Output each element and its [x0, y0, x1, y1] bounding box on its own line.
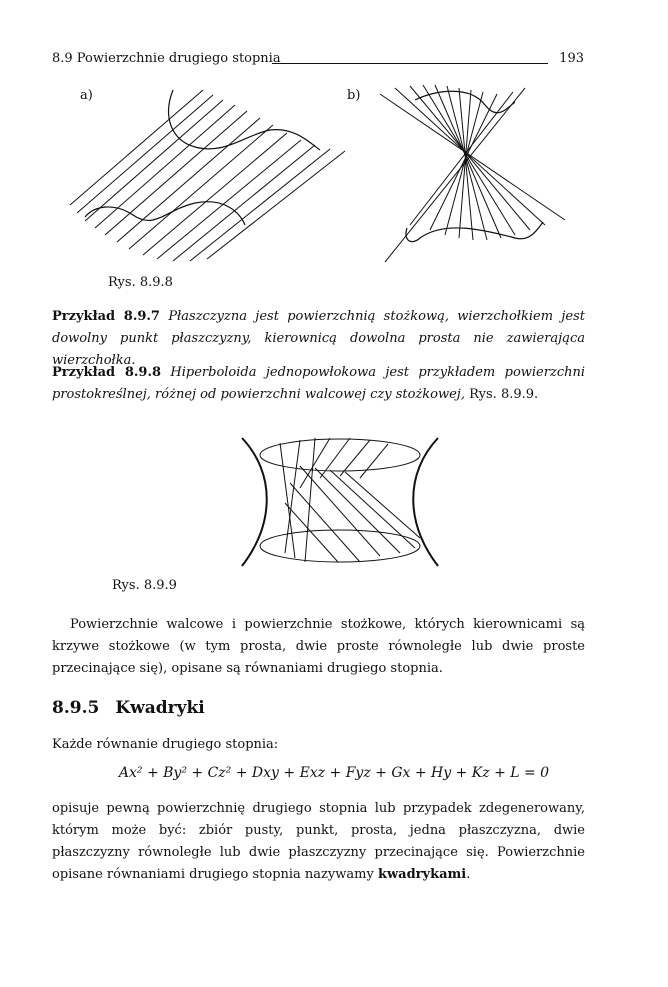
figure-label-b: b) [347, 88, 361, 103]
running-header [52, 51, 584, 69]
quadric-equation: Ax² + By² + Cz² + Dxy + Exz + Fyz + Gx + Hy + Kz + L = 0 [118, 765, 550, 781]
figure-conical-surface [375, 80, 575, 265]
paragraph-quadrics-text: opisuje pewną powierzchnię drugiego stopnia lub przypadek zdegenerowany, którym może być: zbiór pusty, punkt, prosta, jedna płaszczyzna, dwie płaszczyzny równoległe lub dwie płaszczyzny przecinające się. Powierzchnie opisane równaniami drugiego stopnia nazywamy [52, 801, 585, 882]
paragraph-intro: Każde równanie drugiego stopnia: [52, 737, 279, 752]
header-rule [272, 63, 548, 64]
figure-cylindrical-surface [55, 85, 360, 265]
example-898-heading: Przykład 8.9.8 [52, 365, 162, 380]
example-897-heading: Przykład 8.9.7 [52, 309, 160, 324]
section-heading [52, 698, 205, 718]
example-897-text: Płaszczyzna jest powierzchnią stożkową, wierzchołkiem jest dowolny punkt płaszczyzny, kierownicą dowolna prosta nie zawierająca wierzchołka. [52, 309, 585, 368]
term-kwadryki: kwadrykami [377, 867, 467, 882]
header-section-title: 8.9 Powierzchnie drugiego stopnia [52, 51, 281, 66]
example-898 [52, 362, 585, 406]
paragraph-surfaces: Powierzchnie walcowe i powierzchnie stożkowe, których kierownicami są krzywe stożkowe (w tym prosta, dwie proste równoległe lub dwie proste przecinające się), opisane są równaniami drugiego stopnia. [52, 617, 585, 676]
section-number: 8.9.5 [52, 698, 100, 718]
example-898-text: Hiperboloida jednopowłokowa jest przykładem powierzchni prostokreślnej, różnej od powierzchni walcowej czy stożkowej, [52, 365, 586, 402]
figure-hyperboloid [230, 428, 450, 573]
example-898-ref: Rys. 8.9.9. [469, 387, 539, 402]
paragraph-quadrics-end: . [466, 867, 471, 882]
figure-899-caption: Rys. 8.9.9 [112, 578, 177, 593]
figure-898-caption: Rys. 8.9.8 [108, 275, 173, 290]
section-title: Kwadryki [115, 698, 205, 718]
paragraph-quadrics [52, 798, 585, 886]
figure-label-a: a) [80, 88, 93, 103]
page-number: 193 [559, 51, 584, 66]
